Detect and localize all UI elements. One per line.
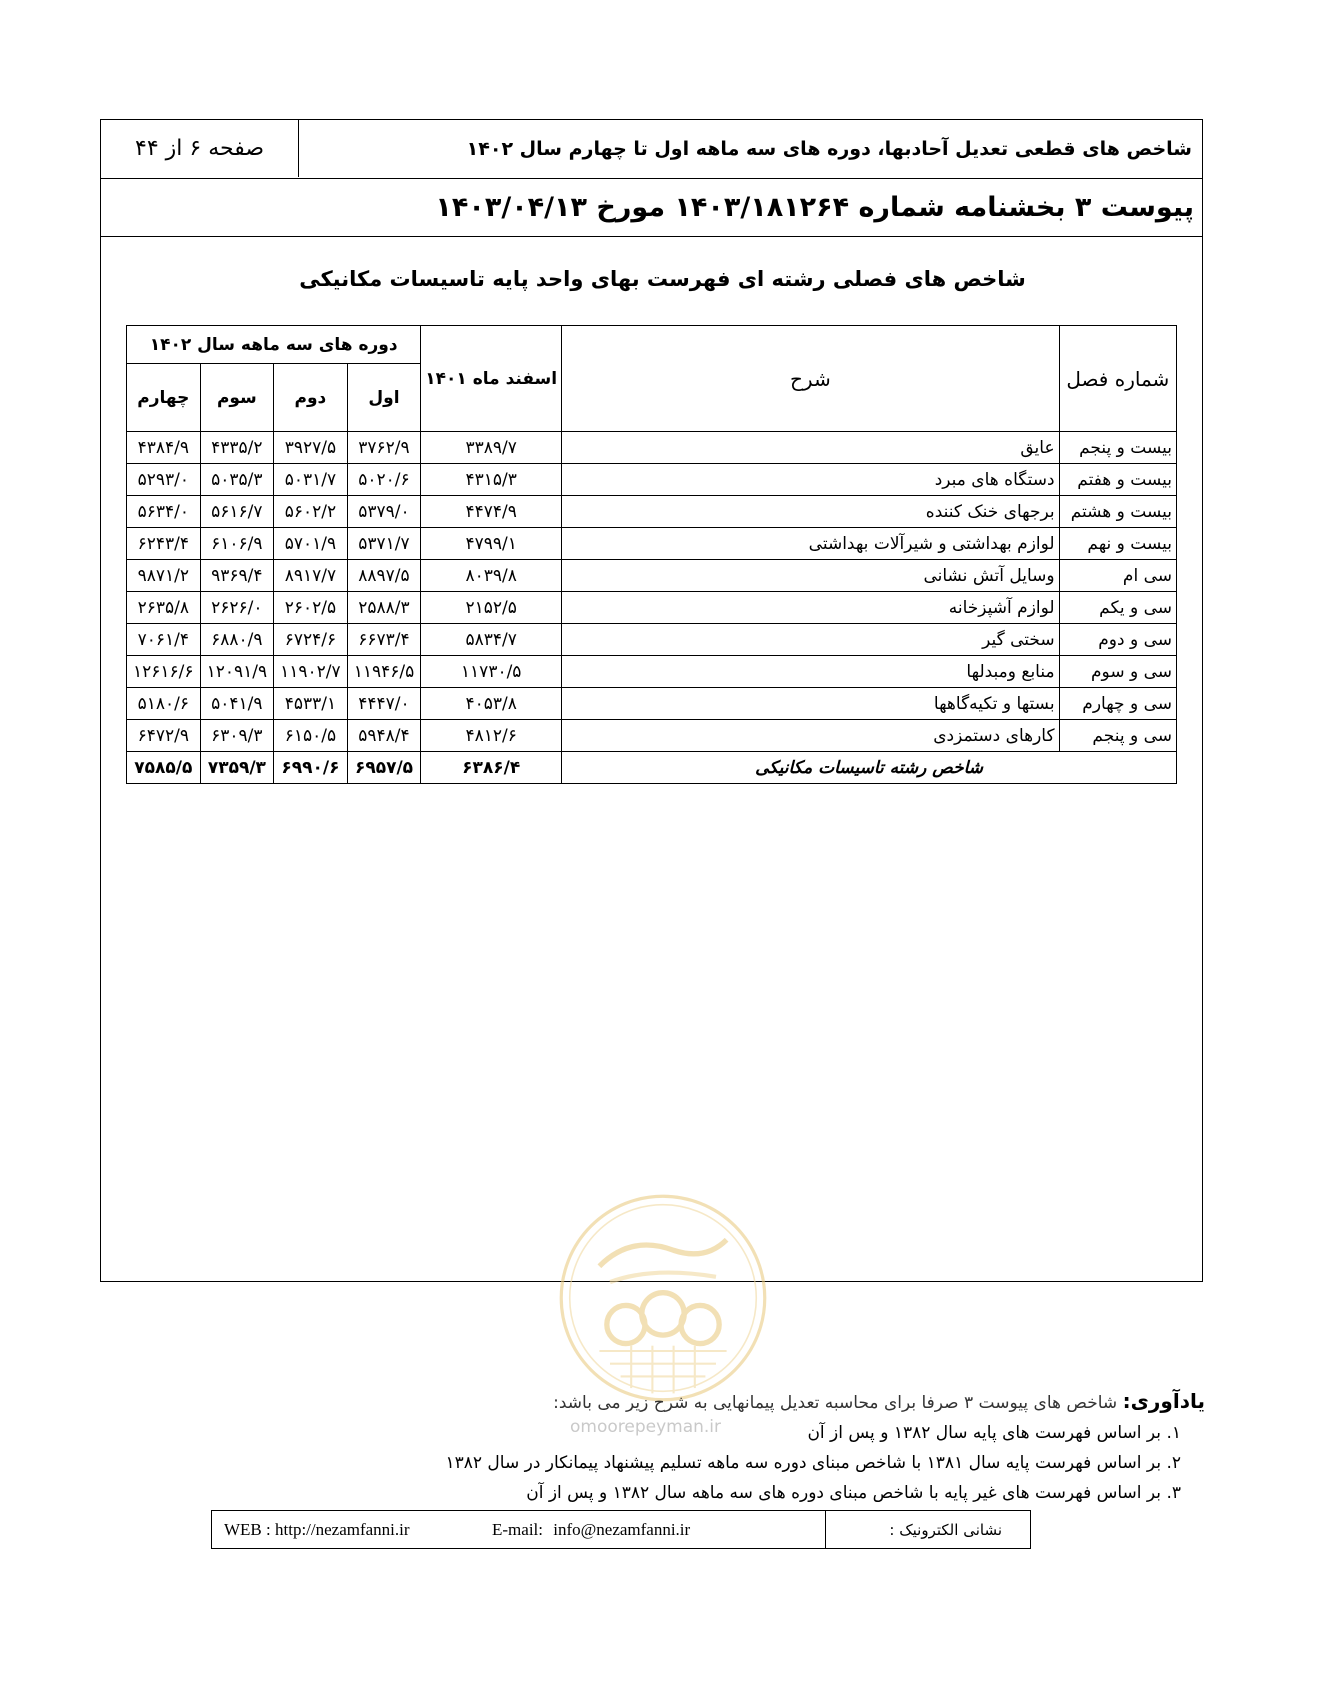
- notes-lead-text: شاخص های پیوست ۳ صرفا برای محاسبه تعدیل پیمانهایی به شرح زیر می باشد:: [553, 1393, 1118, 1413]
- cell-q4: ۵۶۳۴/۰: [127, 496, 201, 528]
- header-description: شرح: [562, 326, 1059, 432]
- header-q3: سوم: [200, 364, 274, 432]
- cell-q4: ۶۴۷۲/۹: [127, 720, 201, 752]
- table-row: [127, 496, 1177, 528]
- cell-q3: ۵۰۴۱/۹: [200, 688, 274, 720]
- cell-total-q4: ۷۵۸۵/۵: [127, 752, 201, 784]
- cell-q1: ۳۷۶۲/۹: [347, 432, 421, 464]
- header-chapter: شماره فصل: [1059, 326, 1176, 432]
- cell-q3: ۶۱۰۶/۹: [200, 528, 274, 560]
- watermark-logo: [557, 1192, 769, 1404]
- table-row: [127, 464, 1177, 496]
- contact-email[interactable]: E-mail: info@nezamfanni.ir: [492, 1519, 691, 1539]
- cell-q3: ۶۸۸۰/۹: [200, 624, 274, 656]
- cell-q1: ۵۳۷۱/۷: [347, 528, 421, 560]
- cell-description: وسایل آتش نشانی: [562, 560, 1059, 592]
- header-q1: اول: [347, 364, 421, 432]
- cell-q2: ۸۹۱۷/۷: [274, 560, 348, 592]
- cell-q2: ۳۹۲۷/۵: [274, 432, 348, 464]
- cell-chapter: سی و پنجم: [1059, 720, 1176, 752]
- document-title: شاخص های قطعی تعدیل آحادبها، دوره های سه ماهه اول تا چهارم سال ۱۴۰۲: [466, 137, 1192, 160]
- cell-description: برجهای خنک کننده: [562, 496, 1059, 528]
- cell-chapter: سی ام: [1059, 560, 1176, 592]
- cell-description: عایق: [562, 432, 1059, 464]
- cell-description: لوازم آشپزخانه: [562, 592, 1059, 624]
- cell-chapter: بیست و هفتم: [1059, 464, 1176, 496]
- header-periods-group: دوره های سه ماهه سال ۱۴۰۲: [127, 326, 421, 364]
- cell-q4: ۵۱۸۰/۶: [127, 688, 201, 720]
- cell-chapter: سی و یکم: [1059, 592, 1176, 624]
- cell-q4: ۲۶۳۵/۸: [127, 592, 201, 624]
- note-item-1: ۱. بر اساس فهرست های پایه سال ۱۳۸۲ و پس از آن: [807, 1423, 1181, 1443]
- watermark-site: omoorepeyman.ir: [570, 1417, 722, 1437]
- cell-description: دستگاه های مبرد: [562, 464, 1059, 496]
- table-row: [127, 560, 1177, 592]
- document-subtitle: پیوست ۳ بخشنامه شماره ۱۴۰۳/۱۸۱۲۶۴ مورخ ۱۴۰۳/۰۴/۱۳: [101, 179, 1202, 237]
- header-row: [101, 120, 1202, 179]
- cell-q4: ۹۸۷۱/۲: [127, 560, 201, 592]
- cell-q3: ۹۳۶۹/۴: [200, 560, 274, 592]
- cell-q1: ۴۴۴۷/۰: [347, 688, 421, 720]
- cell-esfand: ۵۸۳۴/۷: [421, 624, 562, 656]
- cell-q4: ۵۲۹۳/۰: [127, 464, 201, 496]
- cell-esfand: ۴۸۱۲/۶: [421, 720, 562, 752]
- cell-q1: ۵۳۷۹/۰: [347, 496, 421, 528]
- cell-chapter: بیست و پنجم: [1059, 432, 1176, 464]
- cell-q1: ۱۱۹۴۶/۵: [347, 656, 421, 688]
- cell-q2: ۱۱۹۰۲/۷: [274, 656, 348, 688]
- cell-total-description: شاخص رشته تاسیسات مکانیکی: [562, 752, 1177, 784]
- cell-total-esfand: ۶۳۸۶/۴: [421, 752, 562, 784]
- cell-q4: ۷۰۶۱/۴: [127, 624, 201, 656]
- notes: [205, 1386, 1205, 1508]
- cell-description: لوازم بهداشتی و شیرآلات بهداشتی: [562, 528, 1059, 560]
- cell-total-q1: ۶۹۵۷/۵: [347, 752, 421, 784]
- cell-esfand: ۴۳۱۵/۳: [421, 464, 562, 496]
- section-title: شاخص های فصلی رشته ای فهرست بهای واحد پایه تاسیسات مکانیکی: [299, 267, 1026, 291]
- index-table: [126, 325, 1177, 784]
- cell-esfand: ۸۰۳۹/۸: [421, 560, 562, 592]
- contact-label: نشانی الکترونیک :: [825, 1511, 1030, 1548]
- cell-q2: ۴۵۳۳/۱: [274, 688, 348, 720]
- cell-q3: ۱۲۰۹۱/۹: [200, 656, 274, 688]
- cell-q2: ۵۰۳۱/۷: [274, 464, 348, 496]
- cell-esfand: ۳۳۸۹/۷: [421, 432, 562, 464]
- cell-q1: ۵۹۴۸/۴: [347, 720, 421, 752]
- cell-description: بستها و تکیه‌گاهها: [562, 688, 1059, 720]
- cell-esfand: ۲۱۵۲/۵: [421, 592, 562, 624]
- cell-description: کارهای دستمزدی: [562, 720, 1059, 752]
- contact-web[interactable]: WEB : http://nezamfanni.ir: [224, 1519, 410, 1539]
- table-row: [127, 720, 1177, 752]
- notes-lead: یادآوری:: [1122, 1389, 1205, 1413]
- cell-description: منابع ومبدلها: [562, 656, 1059, 688]
- cell-q1: ۲۵۸۸/۳: [347, 592, 421, 624]
- cell-q2: ۵۶۰۲/۲: [274, 496, 348, 528]
- cell-total-q3: ۷۳۵۹/۳: [200, 752, 274, 784]
- header-q4: چهارم: [127, 364, 201, 432]
- cell-q3: ۵۶۱۶/۷: [200, 496, 274, 528]
- cell-chapter: سی و سوم: [1059, 656, 1176, 688]
- cell-q2: ۶۱۵۰/۵: [274, 720, 348, 752]
- cell-chapter: بیست و هشتم: [1059, 496, 1176, 528]
- note-item-3: ۳. بر اساس فهرست های غیر پایه با شاخص مبنای دوره های سه ماهه سال ۱۳۸۲ و پس از آن: [526, 1483, 1181, 1503]
- table-row: [127, 432, 1177, 464]
- header-q2: دوم: [274, 364, 348, 432]
- header-esfand: اسفند ماه ۱۴۰۱: [421, 326, 562, 432]
- cell-q1: ۸۸۹۷/۵: [347, 560, 421, 592]
- cell-esfand: ۱۱۷۳۰/۵: [421, 656, 562, 688]
- table-total-row: [127, 752, 1177, 784]
- cell-q1: ۶۶۷۳/۴: [347, 624, 421, 656]
- cell-q2: ۶۷۲۴/۶: [274, 624, 348, 656]
- table-row: [127, 624, 1177, 656]
- note-item-2: ۲. بر اساس فهرست پایه سال ۱۳۸۱ با شاخص مبنای دوره سه ماهه تسلیم پیشنهاد پیمانکار در سال ۱۳۸۲: [445, 1453, 1181, 1473]
- cell-q4: ۶۲۴۳/۴: [127, 528, 201, 560]
- table-row: [127, 688, 1177, 720]
- notes-lead-line: [205, 1386, 1205, 1418]
- cell-description: سختی گیر: [562, 624, 1059, 656]
- cell-q1: ۵۰۲۰/۶: [347, 464, 421, 496]
- cell-esfand: ۴۷۹۹/۱: [421, 528, 562, 560]
- table-row: [127, 592, 1177, 624]
- cell-chapter: سی و دوم: [1059, 624, 1176, 656]
- cell-esfand: ۴۰۵۳/۸: [421, 688, 562, 720]
- cell-q4: ۴۳۸۴/۹: [127, 432, 201, 464]
- cell-esfand: ۴۴۷۴/۹: [421, 496, 562, 528]
- cell-chapter: سی و چهارم: [1059, 688, 1176, 720]
- cell-q3: ۲۶۲۶/۰: [200, 592, 274, 624]
- table-row: [127, 528, 1177, 560]
- table-row: [127, 656, 1177, 688]
- contact-box: [211, 1510, 1031, 1549]
- cell-q3: ۶۳۰۹/۳: [200, 720, 274, 752]
- page-number: صفحه ۶ از ۴۴: [101, 120, 299, 177]
- cell-total-q2: ۶۹۹۰/۶: [274, 752, 348, 784]
- cell-q2: ۲۶۰۲/۵: [274, 592, 348, 624]
- cell-q3: ۴۳۳۵/۲: [200, 432, 274, 464]
- cell-q2: ۵۷۰۱/۹: [274, 528, 348, 560]
- cell-chapter: بیست و نهم: [1059, 528, 1176, 560]
- cell-q3: ۵۰۳۵/۳: [200, 464, 274, 496]
- cell-q4: ۱۲۶۱۶/۶: [127, 656, 201, 688]
